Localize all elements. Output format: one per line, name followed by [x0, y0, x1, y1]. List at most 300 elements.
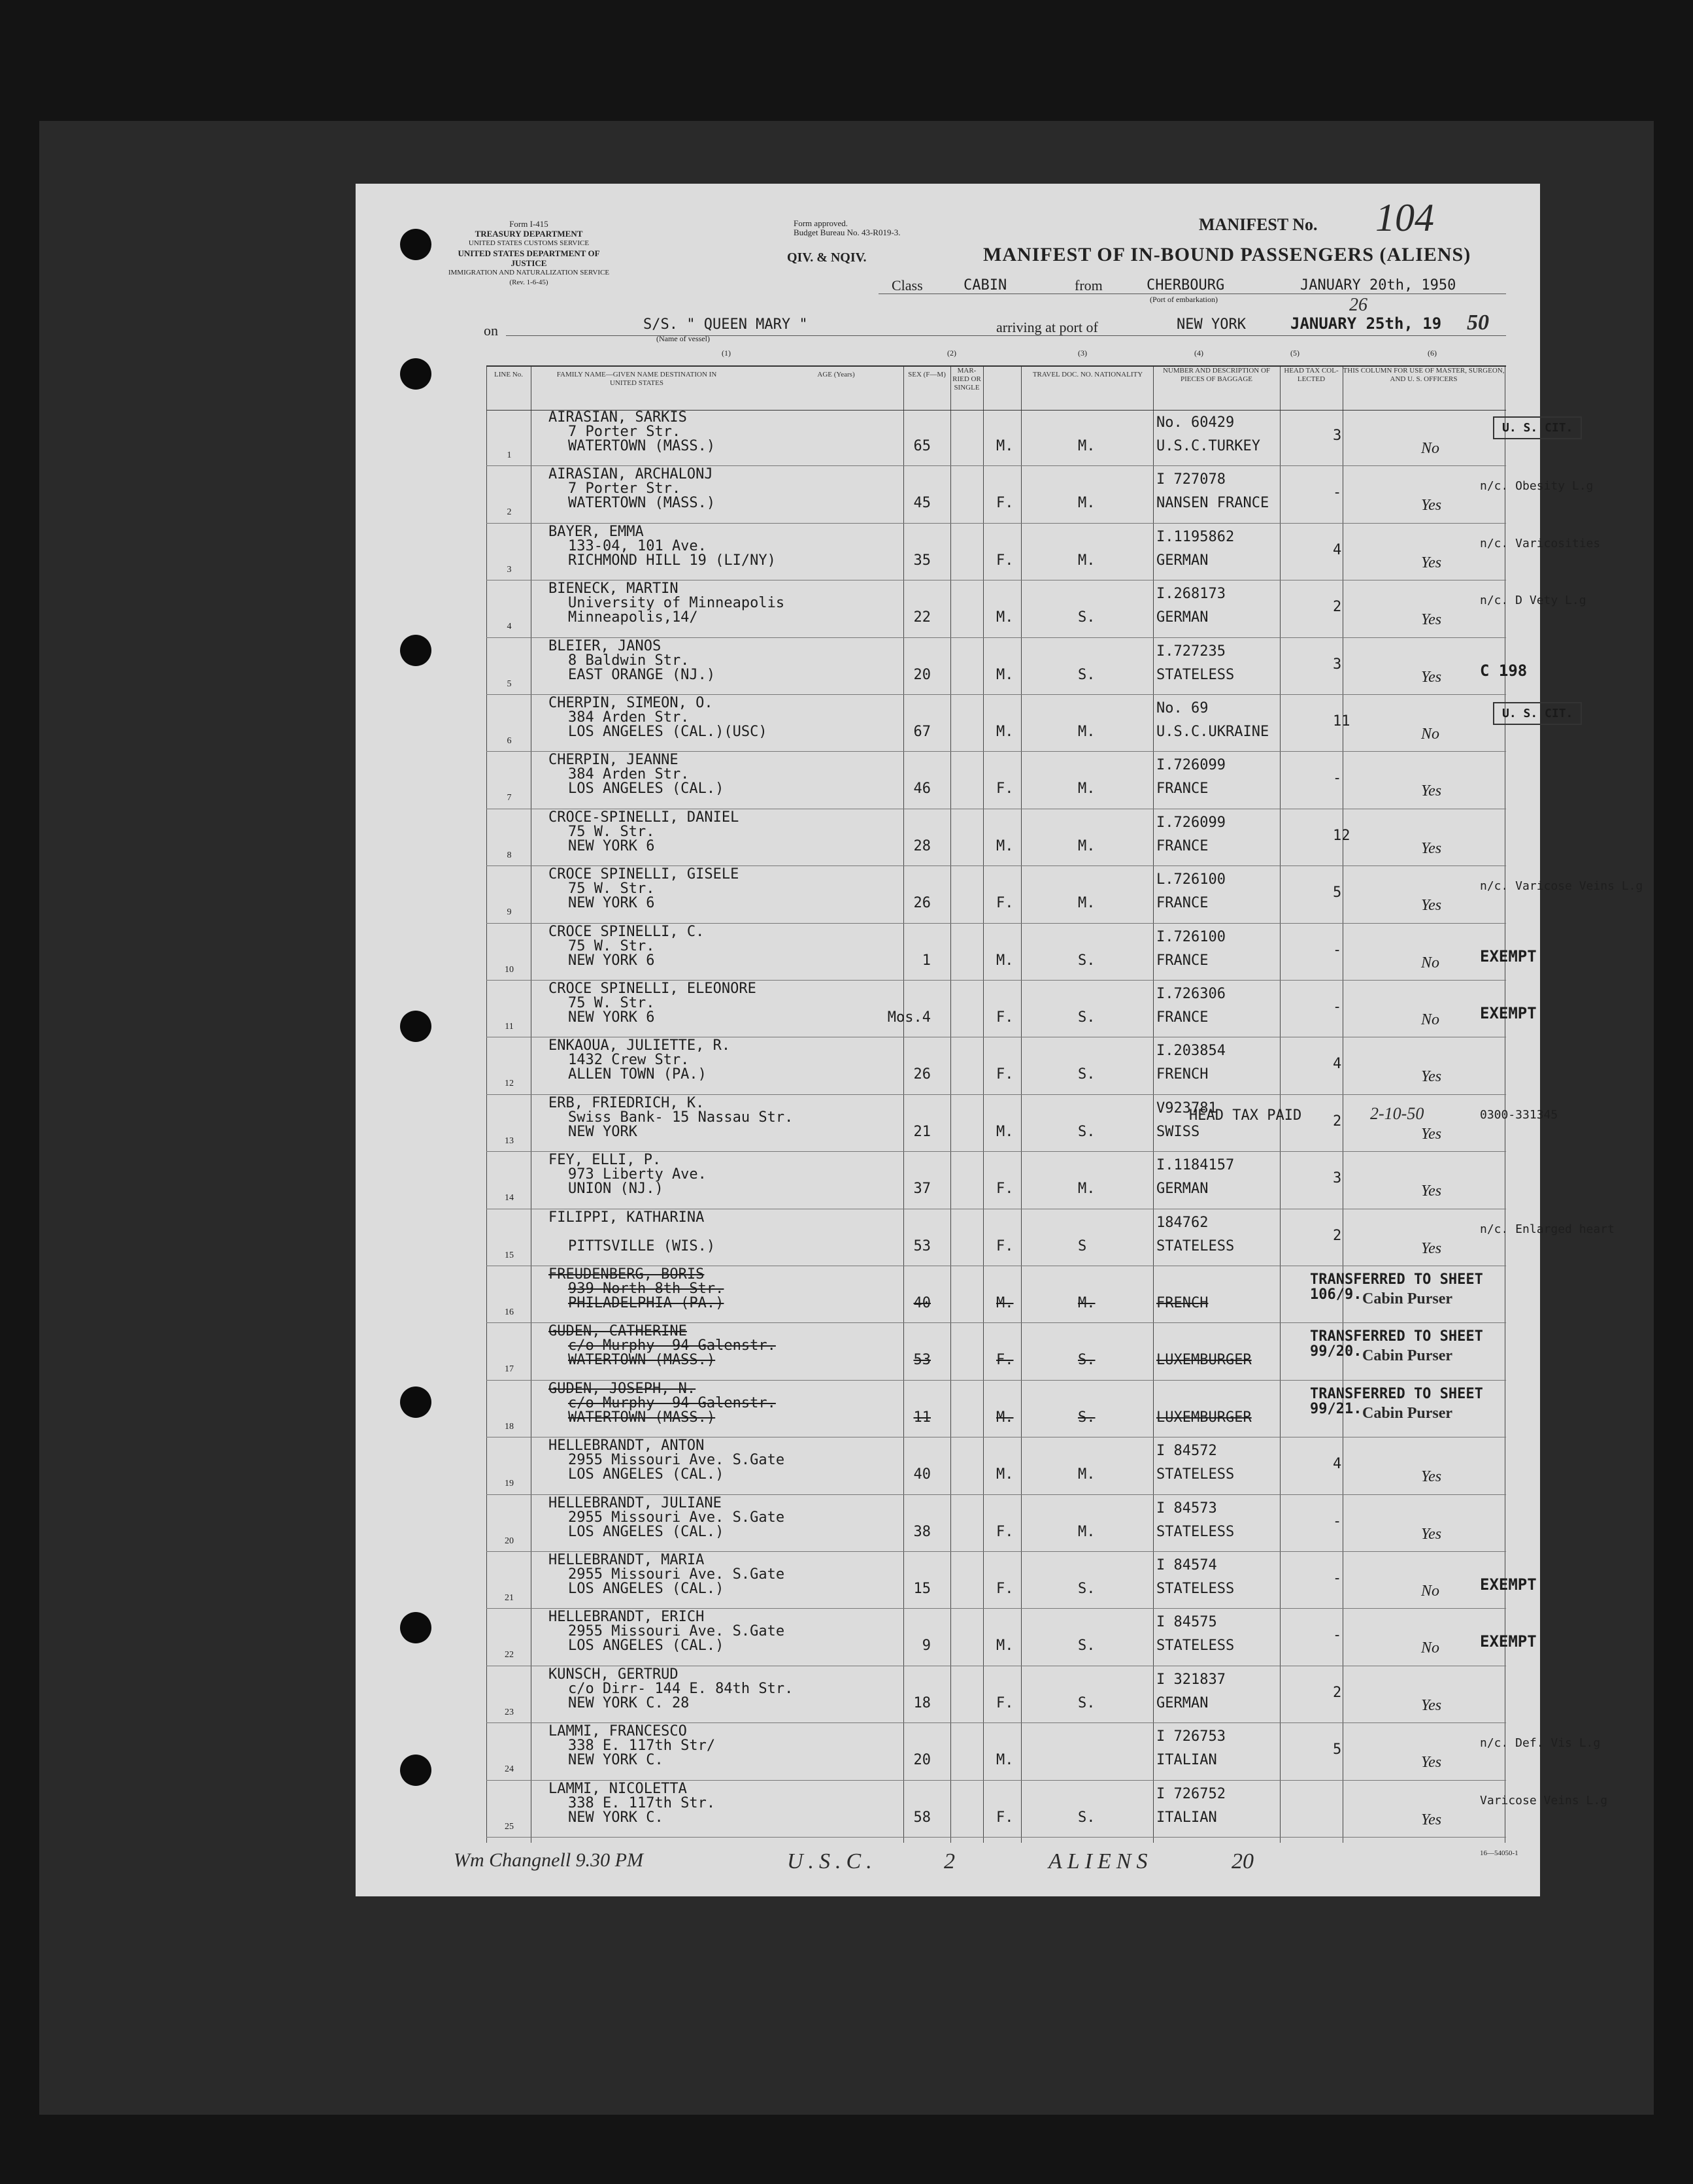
cabin-purser-note: Cabin Purser [1362, 1290, 1452, 1307]
officer-note: n/c. Varicose Veins L.g [1480, 879, 1643, 894]
col-header-married: MAR-RIED OR SINGLE [952, 367, 981, 392]
marital-status: S. [1078, 1581, 1096, 1597]
address-street: 384 Arden Str. [568, 766, 690, 783]
officer-note: EXEMPT [1480, 1004, 1537, 1022]
passenger-age: 37 [913, 1181, 931, 1198]
nationality: GERMAN [1156, 552, 1209, 569]
table-row [486, 1666, 1506, 1722]
travel-doc-number: I.1184157 [1156, 1157, 1235, 1174]
nationality: STATELESS [1156, 1523, 1235, 1540]
passenger-sex: F. [996, 495, 1014, 512]
marital-status: S. [1078, 609, 1096, 626]
passenger-sex: M. [996, 1638, 1014, 1655]
table-row [486, 1151, 1506, 1208]
passenger-age: 22 [913, 609, 931, 626]
head-tax-collected: Yes [1421, 1239, 1442, 1257]
table-row [486, 465, 1594, 522]
cabin-purser-note: Cabin Purser [1362, 1404, 1452, 1422]
passenger-sex: M. [996, 724, 1014, 740]
row-line-number: 15 [505, 1250, 514, 1260]
class-label: Class [892, 277, 923, 294]
address-street: 133-04, 101 Ave. [568, 537, 707, 554]
travel-doc-number: I.726099 [1156, 757, 1226, 774]
passenger-age: 15 [913, 1581, 931, 1597]
footer-aliens-count: 20 [1232, 1849, 1254, 1873]
travel-doc-number: I 321837 [1156, 1671, 1226, 1688]
footer-form-code: 16—54050-1 [1480, 1849, 1518, 1857]
marital-status: M. [1078, 495, 1096, 512]
travel-doc-number: No. 60429 [1156, 414, 1235, 431]
address-city: LOS ANGELES (CAL.) [568, 1466, 724, 1483]
nationality: STATELESS [1156, 1638, 1235, 1655]
passenger-name: KUNSCH, GERTRUD [548, 1666, 679, 1683]
passenger-age: 38 [913, 1523, 931, 1540]
passenger-age: 35 [913, 552, 931, 569]
baggage-count: 2 [1333, 599, 1342, 616]
punch-hole [400, 229, 431, 260]
footer-usc-count: 2 [944, 1849, 955, 1873]
table-row [486, 865, 1643, 922]
arrival-year: 50 [1467, 311, 1489, 335]
marital-status: M. [1078, 1295, 1096, 1311]
passenger-sex: M. [996, 952, 1014, 969]
passenger-sex: F. [996, 895, 1014, 912]
col-header-travel: TRAVEL DOC. NO. NATIONALITY [1032, 371, 1143, 378]
passenger-sex: F. [996, 1009, 1014, 1026]
passenger-age: 40 [913, 1295, 931, 1311]
passenger-sex: F. [996, 1694, 1014, 1711]
passenger-age: 45 [913, 495, 931, 512]
row-line-number: 12 [505, 1079, 514, 1089]
marital-status: S. [1078, 1694, 1096, 1711]
col-header-age: AGE (Years) [817, 371, 855, 378]
nationality: STATELESS [1156, 1581, 1235, 1597]
head-tax-collected: Yes [1421, 897, 1442, 915]
baggage-count: - [1333, 941, 1342, 958]
nationality: SWISS [1156, 1123, 1200, 1140]
immigration-service: IMMIGRATION AND NATURALIZATION SERVICE [448, 269, 610, 277]
row-line-number: 16 [505, 1307, 514, 1317]
address-city: NEW YORK 6 [568, 895, 655, 912]
travel-doc-number: I 84574 [1156, 1557, 1217, 1573]
treasury-dept: TREASURY DEPARTMENT [475, 229, 583, 239]
nationality: STATELESS [1156, 1466, 1235, 1483]
head-tax-date: 2-10-50 [1370, 1104, 1424, 1123]
passenger-name: BIENECK, MARTIN [548, 580, 679, 597]
head-tax-collected: No [1421, 726, 1440, 743]
nationality: FRANCE [1156, 1009, 1209, 1026]
passenger-age: 21 [913, 1123, 931, 1140]
passenger-name: CHERPIN, JEANNE [548, 752, 679, 769]
head-tax-collected: Yes [1421, 554, 1442, 571]
travel-doc-number: No. 69 [1156, 700, 1209, 716]
row-line-number: 13 [505, 1135, 514, 1146]
quota-label: QIV. & NQIV. [787, 250, 867, 265]
address-street: 973 Liberty Ave. [568, 1166, 707, 1183]
passenger-name: CROCE SPINELLI, ELEONORE [548, 981, 756, 997]
passenger-sex: M. [996, 1123, 1014, 1140]
passenger-sex: M. [996, 438, 1014, 454]
marital-status: S. [1078, 1123, 1096, 1140]
marital-status: M. [1078, 552, 1096, 569]
travel-doc-number: L.726100 [1156, 871, 1226, 888]
form-number: Form I-415 [509, 219, 548, 229]
table-row [486, 1322, 1506, 1379]
officer-note: TRANSFERRED TO SHEET 106/9. [1310, 1271, 1483, 1303]
baggage-count: 12 [1333, 827, 1350, 844]
from-label: from [1075, 277, 1103, 294]
address-street: 75 W. Str. [568, 881, 655, 898]
nationality: GERMAN [1156, 1694, 1209, 1711]
table-row [486, 1437, 1506, 1494]
passenger-name: CROCE SPINELLI, C. [548, 923, 705, 940]
passenger-name: LAMMI, NICOLETTA [548, 1780, 687, 1797]
address-city: UNION (NJ.) [568, 1181, 663, 1198]
baggage-count: 3 [1333, 428, 1342, 444]
passenger-sex: M. [996, 1466, 1014, 1483]
passenger-name: ENKAOUA, JULIETTE, R. [548, 1037, 731, 1054]
baggage-count: - [1333, 484, 1342, 501]
nationality: LUXEMBURGER [1156, 1352, 1252, 1369]
col-num-4: (4) [1194, 348, 1203, 358]
punch-hole [400, 635, 431, 666]
officer-note: TRANSFERRED TO SHEET 99/20. [1310, 1328, 1483, 1360]
travel-doc-number: I 727078 [1156, 471, 1226, 488]
marital-status: M. [1078, 438, 1096, 454]
travel-doc-number: I 726753 [1156, 1728, 1226, 1745]
passenger-age: 20 [913, 1752, 931, 1769]
address-city: WATERTOWN (MASS.) [568, 1409, 716, 1426]
address-city: PITTSVILLE (WIS.) [568, 1237, 716, 1254]
nationality: GERMAN [1156, 609, 1209, 626]
officer-note: n/c. Def. Vis L.g [1480, 1736, 1601, 1751]
nationality: FRENCH [1156, 1295, 1209, 1311]
head-tax-collected: Yes [1421, 782, 1442, 800]
row-line-number: 18 [505, 1421, 514, 1432]
passenger-sex: M. [996, 666, 1014, 683]
vessel-note: (Name of vessel) [656, 334, 710, 343]
address-city: NEW YORK [568, 1123, 637, 1140]
address-city: NEW YORK 6 [568, 1009, 655, 1026]
table-row [486, 1608, 1537, 1665]
row-line-number: 1 [507, 450, 512, 460]
passenger-age: 40 [913, 1466, 931, 1483]
manifest-title: MANIFEST OF IN-BOUND PASSENGERS (ALIENS) [983, 244, 1471, 265]
arrival-port: NEW YORK [1177, 316, 1246, 333]
row-line-number: 23 [505, 1707, 514, 1717]
baggage-count: 2 [1333, 1684, 1342, 1701]
passenger-sex: M. [996, 609, 1014, 626]
table-row [486, 980, 1537, 1037]
nationality: ITALIAN [1156, 1752, 1217, 1769]
address-city: WATERTOWN (MASS.) [568, 438, 716, 454]
passenger-sex: M. [996, 837, 1014, 854]
officer-note: U. S. CIT. [1493, 702, 1582, 725]
travel-doc-number: 184762 [1156, 1214, 1209, 1231]
officer-signature: Wm Changnell 9.30 PM [454, 1849, 643, 1871]
officer-note: n/c. Obesity L.g [1480, 479, 1594, 494]
row-line-number: 2 [507, 507, 512, 518]
head-tax-collected: Yes [1421, 1125, 1442, 1143]
embarkation-port: CHERBOURG [1147, 277, 1225, 294]
table-row [486, 1722, 1601, 1779]
head-tax-collected: No [1421, 1583, 1440, 1600]
col-header-line: LINE No. [494, 371, 523, 378]
punch-hole [400, 1011, 431, 1042]
travel-doc-number: I.726100 [1156, 928, 1226, 945]
baggage-count: - [1333, 1627, 1342, 1644]
col-num-6: (6) [1428, 348, 1437, 358]
address-city: LOS ANGELES (CAL.)(USC) [568, 724, 767, 740]
col-num-5: (5) [1290, 348, 1299, 358]
address-street: 384 Arden Str. [568, 709, 690, 726]
marital-status: S. [1078, 1066, 1096, 1083]
head-tax-collected: Yes [1421, 1525, 1442, 1543]
nationality: STATELESS [1156, 1237, 1235, 1254]
marital-status: S. [1078, 1809, 1096, 1826]
head-tax-collected: Yes [1421, 1068, 1442, 1086]
justice-dept: UNITED STATES DEPARTMENT OF JUSTICE [458, 248, 600, 268]
passenger-age: 1 [922, 952, 931, 969]
passenger-sex: F. [996, 1523, 1014, 1540]
marital-status: M. [1078, 1466, 1096, 1483]
marital-status: S. [1078, 952, 1096, 969]
passenger-age: Mos.4 [887, 1009, 931, 1026]
travel-doc-number: I 726752 [1156, 1785, 1226, 1802]
passenger-age: 18 [913, 1694, 931, 1711]
address-street: 2955 Missouri Ave. S.Gate [568, 1566, 785, 1583]
class-value: CABIN [964, 277, 1007, 294]
officer-note: EXEMPT [1480, 1632, 1537, 1651]
table-row [486, 1266, 1506, 1322]
passenger-name: AIRASIAN, ARCHALONJ [548, 466, 713, 483]
address-city: LOS ANGELES (CAL.) [568, 1638, 724, 1655]
head-tax-paid: HEAD TAX PAID [1189, 1107, 1302, 1124]
passenger-age: 11 [913, 1409, 931, 1426]
address-city: RICHMOND HILL 19 (LI/NY) [568, 552, 776, 569]
address-city: NEW YORK 6 [568, 952, 655, 969]
baggage-count: - [1333, 770, 1342, 787]
row-line-number: 14 [505, 1193, 514, 1203]
baggage-count: - [1333, 999, 1342, 1015]
officer-note: U. S. CIT. [1493, 416, 1582, 439]
head-tax-collected: Yes [1421, 1183, 1442, 1200]
manifest-page [356, 184, 1643, 1896]
head-tax-collected: No [1421, 1011, 1440, 1028]
passenger-age: 46 [913, 781, 931, 798]
table-row [486, 1094, 1558, 1151]
baggage-count: 4 [1333, 1456, 1342, 1473]
embarkation-note: (Port of embarkation) [1150, 295, 1218, 304]
punch-hole [400, 358, 431, 390]
manifest-number: 104 [1375, 196, 1434, 239]
head-tax-collected: No [1421, 1639, 1440, 1657]
marital-status: M. [1078, 895, 1096, 912]
form-approved: Form approved. [794, 218, 848, 228]
travel-doc-number: I 84575 [1156, 1614, 1217, 1631]
marital-status: M. [1078, 1523, 1096, 1540]
departure-date: JANUARY 20th, 1950 [1300, 277, 1456, 294]
nationality: FRANCE [1156, 781, 1209, 798]
head-tax-collected: Yes [1421, 668, 1442, 686]
marital-status: M. [1078, 724, 1096, 740]
address-city: LOS ANGELES (CAL.) [568, 1581, 724, 1597]
nationality: NANSEN FRANCE [1156, 495, 1269, 512]
table-row [486, 580, 1586, 637]
address-street: Swiss Bank- 15 Nassau Str. [568, 1109, 794, 1126]
table-row [486, 637, 1528, 694]
row-line-number: 3 [507, 564, 512, 575]
baggage-count: 2 [1333, 1227, 1342, 1244]
officer-note: C 198 [1480, 661, 1528, 680]
row-line-number: 5 [507, 679, 512, 689]
table-row [486, 1037, 1506, 1094]
nationality: U.S.C.UKRAINE [1156, 724, 1269, 740]
head-tax-collected: No [1421, 440, 1440, 457]
manifest-no-label: MANIFEST No. [1199, 215, 1318, 234]
passenger-name: FEY, ELLI, P. [548, 1152, 662, 1169]
passenger-age: 53 [913, 1237, 931, 1254]
row-line-number: 10 [505, 964, 514, 975]
marital-status: M. [1078, 781, 1096, 798]
baggage-count: 5 [1333, 884, 1342, 901]
row-line-number: 24 [505, 1764, 514, 1775]
passenger-name: HELLEBRANDT, MARIA [548, 1552, 705, 1568]
passenger-sex: F. [996, 1181, 1014, 1198]
row-line-number: 17 [505, 1364, 514, 1375]
travel-doc-number: I 84572 [1156, 1443, 1217, 1460]
address-street: 338 E. 117th Str. [568, 1794, 716, 1811]
col-num-1: (1) [722, 348, 731, 358]
head-tax-collected: No [1421, 954, 1440, 971]
passenger-sex: F. [996, 1066, 1014, 1083]
nationality: LUXEMBURGER [1156, 1409, 1252, 1426]
head-tax-collected: Yes [1421, 497, 1442, 514]
row-divider [486, 1837, 1506, 1838]
nationality: ITALIAN [1156, 1809, 1217, 1826]
nationality: GERMAN [1156, 1181, 1209, 1198]
passenger-age: 28 [913, 837, 931, 854]
passenger-sex: F. [996, 1352, 1014, 1369]
approval-block [794, 219, 901, 237]
cabin-purser-note: Cabin Purser [1362, 1347, 1452, 1365]
passenger-name: CROCE-SPINELLI, DANIEL [548, 809, 739, 826]
table-row [486, 809, 1506, 865]
address-city: NEW YORK C. [568, 1752, 663, 1769]
row-line-number: 11 [505, 1022, 514, 1032]
passenger-name: HELLEBRANDT, ERICH [548, 1609, 705, 1626]
nationality: FRANCE [1156, 895, 1209, 912]
travel-doc-number: I.726099 [1156, 814, 1226, 831]
row-line-number: 7 [507, 793, 512, 803]
officer-note: 0300-331345 [1480, 1107, 1558, 1122]
table-row [486, 751, 1506, 808]
address-city: EAST ORANGE (NJ.) [568, 666, 716, 683]
row-line-number: 20 [505, 1536, 514, 1546]
travel-doc-number: V923781 [1156, 1100, 1217, 1117]
col-header-tax: HEAD TAX COL-LECTED [1284, 367, 1339, 383]
nationality: U.S.C.TURKEY [1156, 438, 1260, 454]
row-line-number: 6 [507, 736, 512, 746]
address-city: ALLEN TOWN (PA.) [568, 1066, 707, 1083]
address-city: WATERTOWN (MASS.) [568, 495, 716, 512]
officer-note: n/c. Varicosities [1480, 536, 1601, 550]
address-street: c/o Murphy- 94 Galenstr. [568, 1394, 776, 1411]
passenger-name: ERB, FRIEDRICH, K. [548, 1094, 705, 1111]
travel-doc-number: I.727235 [1156, 643, 1226, 660]
address-street: 2955 Missouri Ave. S.Gate [568, 1452, 785, 1469]
form-agency-block [447, 219, 611, 288]
passenger-name: AIRASIAN, SARKIS [548, 409, 687, 426]
col-header-baggage: NUMBER AND DESCRIPTION OF PIECES OF BAGGAGE [1162, 367, 1271, 383]
baggage-count: 3 [1333, 656, 1342, 673]
head-tax-collected: Yes [1421, 1468, 1442, 1486]
passenger-sex: F. [996, 1237, 1014, 1254]
passenger-name: HELLEBRANDT, JULIANE [548, 1494, 722, 1511]
passenger-age: 65 [913, 438, 931, 454]
head-tax-collected: Yes [1421, 611, 1442, 629]
row-line-number: 22 [505, 1650, 514, 1660]
marital-status: S [1078, 1237, 1087, 1254]
passenger-sex: M. [996, 1295, 1014, 1311]
address-street: University of Minneapolis [568, 595, 785, 612]
address-city: NEW YORK C. [568, 1809, 663, 1826]
address-street: 2955 Missouri Ave. S.Gate [568, 1623, 785, 1640]
address-street: 939 North 8th Str. [568, 1281, 724, 1297]
passenger-age: 58 [913, 1809, 931, 1826]
head-tax-collected: Yes [1421, 1696, 1442, 1714]
passenger-sex: F. [996, 552, 1014, 569]
passenger-age: 26 [913, 895, 931, 912]
form-revision: (Rev. 1-6-45) [509, 278, 548, 286]
baggage-count: - [1333, 1513, 1342, 1530]
punch-hole [400, 1755, 431, 1786]
arrival-day-correction: 26 [1349, 295, 1367, 315]
table-row [486, 1209, 1615, 1266]
row-line-number: 4 [507, 622, 512, 632]
passenger-age: 20 [913, 666, 931, 683]
address-street: 75 W. Str. [568, 823, 655, 840]
marital-status: S. [1078, 1409, 1096, 1426]
baggage-count: 4 [1333, 541, 1342, 558]
passenger-age: 53 [913, 1352, 931, 1369]
baggage-count: - [1333, 1570, 1342, 1587]
marital-status: S. [1078, 1638, 1096, 1655]
passenger-name: LAMMI, FRANCESCO [548, 1723, 687, 1740]
address-street: c/o Dirr- 144 E. 84th Str. [568, 1680, 794, 1697]
passenger-name: BLEIER, JANOS [548, 637, 662, 654]
address-street: 75 W. Str. [568, 937, 655, 954]
nationality: STATELESS [1156, 666, 1235, 683]
customs-service: UNITED STATES CUSTOMS SERVICE [468, 239, 590, 247]
travel-doc-number: I 84573 [1156, 1500, 1217, 1517]
passenger-sex: M. [996, 1409, 1014, 1426]
passenger-name: FILIPPI, KATHARINA [548, 1209, 705, 1226]
passenger-sex: F. [996, 1809, 1014, 1826]
address-city: PHILADELPHIA (PA.) [568, 1295, 724, 1311]
head-tax-collected: Yes [1421, 839, 1442, 857]
officer-note: EXEMPT [1480, 947, 1537, 966]
address-city: WATERTOWN (MASS.) [568, 1352, 716, 1369]
footer-usc-label: U.S.C. [787, 1849, 877, 1873]
officer-note: n/c. D Vety L.g [1480, 594, 1586, 608]
passenger-name: GUDEN, JOSEPH, N. [548, 1380, 696, 1397]
table-row [486, 1551, 1537, 1608]
passenger-age: 67 [913, 724, 931, 740]
table-row [486, 523, 1601, 580]
col-num-3: (3) [1078, 348, 1087, 358]
table-row [486, 409, 1573, 465]
